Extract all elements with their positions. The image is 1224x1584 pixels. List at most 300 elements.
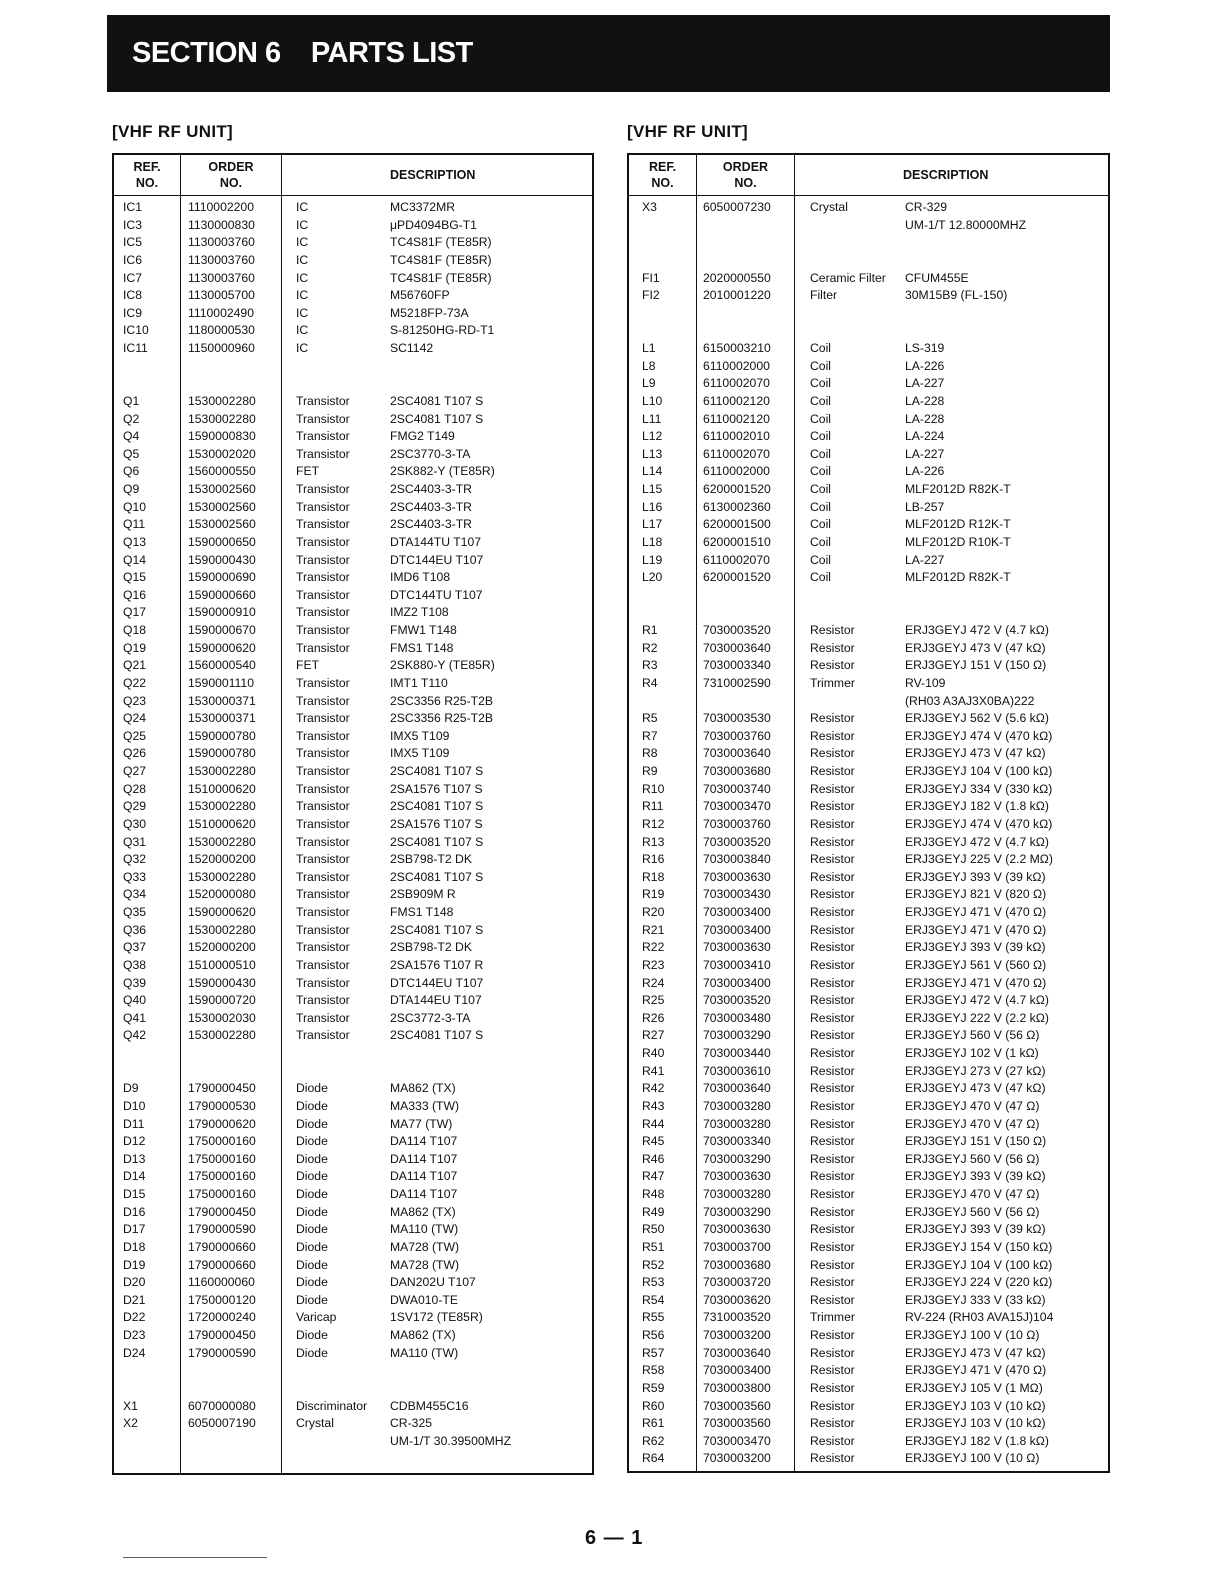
part-type: Resistor — [810, 869, 855, 884]
part-description: LS-319 — [905, 341, 945, 355]
part-description: ERJ3GEYJ 470 V (47 Ω) — [905, 1116, 1040, 1131]
ref-no: R8 — [642, 746, 658, 761]
part-description: LA-228 — [905, 411, 945, 426]
order-no: 1590000720 — [188, 993, 256, 1008]
order-no: 1790000590 — [188, 1222, 256, 1237]
part-description: FMS1 T148 — [390, 640, 454, 655]
part-description: M56760FP — [390, 288, 450, 303]
order-no: 1790000620 — [188, 1116, 256, 1131]
part-description: 2SC4081 T107 S — [390, 764, 484, 778]
order-no: 1590000670 — [188, 623, 256, 637]
ref-no: Q1 — [123, 393, 140, 408]
part-description: RV-109 — [905, 675, 946, 690]
order-no: 1180000530 — [188, 323, 255, 338]
table-row — [629, 1045, 1108, 1063]
ref-no: R40 — [642, 1046, 665, 1060]
table-row — [114, 1327, 592, 1345]
ref-no: Q22 — [123, 675, 147, 690]
table-row — [114, 710, 592, 728]
part-description: 2SB909M R — [390, 887, 456, 902]
part-description: 2SC4403-3-TR — [390, 482, 472, 496]
order-no: 6200001520 — [703, 482, 771, 496]
part-type: Resistor — [810, 852, 855, 867]
part-description: 2SC4403-3-TR — [390, 517, 472, 532]
ref-no: Q9 — [123, 482, 140, 496]
part-type: Transistor — [296, 675, 350, 690]
part-description: ERJ3GEYJ 473 V (47 kΩ) — [905, 640, 1046, 655]
part-type: Transistor — [296, 711, 350, 726]
ref-no: L18 — [642, 534, 663, 549]
part-description: ERJ3GEYJ 182 V (1.8 kΩ) — [905, 1433, 1049, 1448]
order-no: 7030003520 — [703, 993, 771, 1008]
ref-no: Q13 — [123, 534, 147, 549]
table-row — [114, 217, 592, 235]
table-row — [114, 1098, 592, 1116]
order-no-header: ORDER NO. — [722, 160, 769, 190]
table-row — [629, 499, 1108, 517]
order-no: 7030003640 — [703, 1081, 771, 1096]
order-no: 1590001110 — [188, 675, 254, 690]
part-description: 2SC4081 T107 S — [390, 869, 484, 884]
part-description: CR-329 — [905, 200, 947, 214]
table-row — [114, 516, 592, 534]
order-no: 1530002280 — [188, 393, 256, 408]
ref-no: Q40 — [123, 993, 147, 1008]
table-row — [629, 1116, 1108, 1134]
order-no: 1720000240 — [188, 1310, 256, 1325]
ref-no: D10 — [123, 1098, 146, 1113]
order-no: 1530002280 — [188, 869, 256, 884]
ref-no: L13 — [642, 446, 663, 461]
table-row — [629, 393, 1108, 411]
part-type: Coil — [810, 534, 831, 549]
part-description: ERJ3GEYJ 472 V (4.7 kΩ) — [905, 623, 1049, 637]
ref-no: Q32 — [123, 852, 147, 867]
ref-no: R51 — [642, 1239, 665, 1254]
table-row — [629, 481, 1108, 499]
ref-no: L8 — [642, 358, 656, 373]
table-row — [629, 1380, 1108, 1398]
description-header: DESCRIPTION — [390, 168, 476, 182]
part-type: Resistor — [810, 1116, 855, 1131]
table-row — [114, 305, 592, 323]
ref-no: Q16 — [123, 587, 147, 602]
part-description: ERJ3GEYJ 154 V (150 kΩ) — [905, 1239, 1053, 1254]
table-row — [114, 322, 592, 340]
order-no: 7030003520 — [703, 623, 771, 637]
ref-no: Q42 — [123, 1028, 147, 1043]
order-no: 1790000450 — [188, 1081, 256, 1096]
order-no: 7030003610 — [703, 1063, 771, 1078]
order-no: 1110002200 — [188, 200, 254, 214]
order-no: 7030003760 — [703, 728, 771, 743]
part-description: ERJ3GEYJ 393 V (39 kΩ) — [905, 1222, 1046, 1237]
order-no: 7030003400 — [703, 975, 771, 990]
order-no: 1510000620 — [188, 781, 256, 796]
part-description: ERJ3GEYJ 470 V (47 Ω) — [905, 1098, 1040, 1113]
ref-no: Q14 — [123, 552, 147, 567]
table-row — [629, 816, 1108, 834]
order-no: 7030003200 — [703, 1451, 771, 1466]
table-row — [114, 1063, 592, 1081]
table-row — [114, 1027, 592, 1045]
part-description: 1SV172 (TE85R) — [390, 1310, 483, 1325]
part-type: Resistor — [810, 1239, 855, 1254]
part-type: Resistor — [810, 1292, 855, 1307]
order-no: 7030003340 — [703, 1134, 771, 1149]
table-row — [114, 728, 592, 746]
part-type: Transistor — [296, 728, 350, 743]
order-no: 1510000510 — [188, 957, 256, 972]
part-description: ERJ3GEYJ 474 V (470 kΩ) — [905, 728, 1053, 743]
table-row — [629, 992, 1108, 1010]
part-type: Resistor — [810, 1416, 855, 1431]
part-description: MLF2012D R10K-T — [905, 534, 1011, 549]
parts-table-left — [112, 153, 594, 1475]
part-type: Resistor — [810, 1222, 855, 1237]
part-description: ERJ3GEYJ 393 V (39 kΩ) — [905, 869, 1046, 884]
part-description: CFUM455E — [905, 270, 969, 285]
table-row — [629, 693, 1108, 711]
part-description: ERJ3GEYJ 471 V (470 Ω) — [905, 975, 1047, 990]
part-type: Resistor — [810, 1010, 855, 1025]
part-description: MA77 (TW) — [390, 1116, 453, 1131]
table-row — [114, 922, 592, 940]
order-no: 1110002490 — [188, 305, 254, 320]
part-description: LA-228 — [905, 393, 945, 408]
table-row — [629, 287, 1108, 305]
ref-no: R26 — [642, 1010, 665, 1025]
table-row — [629, 1063, 1108, 1081]
table-row — [114, 745, 592, 763]
table-row — [114, 957, 592, 975]
table-row — [114, 411, 592, 429]
ref-no: IC11 — [123, 341, 148, 355]
part-type: Resistor — [810, 1063, 855, 1078]
part-type: Resistor — [810, 940, 855, 955]
part-type: Resistor — [810, 658, 855, 673]
order-no: 6150003210 — [703, 341, 771, 355]
order-no: 7030003640 — [703, 1345, 771, 1360]
part-type: Coil — [810, 393, 831, 408]
order-no: 7030003530 — [703, 711, 771, 726]
order-no: 1520000200 — [188, 852, 256, 867]
table-row — [629, 552, 1108, 570]
part-type: Ceramic Filter — [810, 270, 886, 285]
part-type: IC — [296, 252, 309, 267]
part-type: Coil — [810, 464, 831, 479]
table-row — [629, 957, 1108, 975]
part-type: Transistor — [296, 605, 350, 620]
part-type: Resistor — [810, 711, 855, 726]
part-description: ERJ3GEYJ 104 V (100 kΩ) — [905, 1257, 1053, 1272]
table-row — [114, 552, 592, 570]
part-description: CDBM455C16 — [390, 1398, 469, 1413]
order-no: 7030003290 — [703, 1204, 771, 1219]
table-row — [629, 939, 1108, 957]
table-row — [114, 1010, 592, 1028]
part-type: Transistor — [296, 552, 350, 567]
table-row — [629, 1415, 1108, 1433]
part-type: Coil — [810, 446, 831, 461]
table-row — [114, 1433, 592, 1451]
part-type: Resistor — [810, 1345, 855, 1360]
table-row — [629, 411, 1108, 429]
part-type: Transistor — [296, 852, 350, 867]
ref-no: Q34 — [123, 887, 147, 902]
table-row — [629, 587, 1108, 605]
order-no: 1750000160 — [188, 1134, 256, 1149]
part-type: Resistor — [810, 781, 855, 796]
part-type: Trimmer — [810, 1310, 855, 1325]
table-row — [629, 622, 1108, 640]
part-type: Diode — [296, 1151, 328, 1166]
part-type: Diode — [296, 1081, 328, 1096]
part-type: IC — [296, 270, 309, 285]
part-description: ERJ3GEYJ 473 V (47 kΩ) — [905, 1345, 1046, 1360]
table-row — [114, 904, 592, 922]
ref-no: L1 — [642, 341, 656, 355]
table-row — [629, 1433, 1108, 1451]
table-row — [629, 1098, 1108, 1116]
ref-no: Q39 — [123, 975, 147, 990]
table-row — [114, 199, 592, 217]
ref-no: R55 — [642, 1310, 665, 1325]
order-no: 1590000910 — [188, 605, 256, 620]
part-description: IMX5 T109 — [390, 728, 450, 743]
part-type: Transistor — [296, 623, 350, 637]
part-description: DA114 T107 — [390, 1187, 458, 1201]
order-no: 1790000450 — [188, 1204, 256, 1219]
table-row — [114, 869, 592, 887]
table-row — [114, 886, 592, 904]
ref-no: R49 — [642, 1204, 665, 1219]
part-description: ERJ3GEYJ 224 V (220 kΩ) — [905, 1275, 1053, 1290]
part-description: DA114 T107 — [390, 1169, 458, 1184]
order-no: 7030003760 — [703, 816, 771, 831]
order-no: 1590000690 — [188, 570, 256, 585]
order-no: 1160000060 — [188, 1275, 255, 1290]
part-description: IMX5 T109 — [390, 746, 450, 761]
ref-no-header: REF. NO. — [133, 160, 161, 190]
table-row — [629, 745, 1108, 763]
part-description: DA114 T107 — [390, 1151, 458, 1166]
part-type: Transistor — [296, 957, 350, 972]
ref-no: R21 — [642, 922, 665, 937]
part-description: RV-224 (RH03 AVA15J)104 — [905, 1310, 1054, 1325]
ref-no: R16 — [642, 852, 665, 867]
order-no: 1790000660 — [188, 1239, 256, 1254]
order-no: 7310003520 — [703, 1310, 771, 1325]
part-description: ERJ3GEYJ 104 V (100 kΩ) — [905, 764, 1053, 778]
ref-no: R56 — [642, 1328, 665, 1342]
order-no: 1530002560 — [188, 499, 256, 514]
table-row — [114, 1398, 592, 1416]
part-type: Resistor — [810, 799, 855, 814]
table-row — [629, 305, 1108, 323]
ref-no: R61 — [642, 1416, 665, 1431]
table-row — [114, 851, 592, 869]
part-description: ERJ3GEYJ 182 V (1.8 kΩ) — [905, 799, 1049, 814]
part-description: LA-226 — [905, 464, 945, 479]
part-description: LA-227 — [905, 376, 945, 391]
part-type: Resistor — [810, 1433, 855, 1448]
ref-no: Q19 — [123, 640, 147, 655]
part-type: Resistor — [810, 1328, 855, 1342]
ref-no: Q23 — [123, 693, 147, 708]
order-no: 1750000160 — [188, 1187, 256, 1201]
table-row — [114, 358, 592, 376]
part-description: (RH03 A3AJ3X0BA)222 — [905, 693, 1035, 708]
table-row — [114, 481, 592, 499]
table-row — [629, 270, 1108, 288]
part-type: Resistor — [810, 1081, 855, 1096]
part-type: Transistor — [296, 764, 350, 778]
part-description: ERJ3GEYJ 474 V (470 kΩ) — [905, 816, 1053, 831]
order-no: 7030003480 — [703, 1010, 771, 1025]
table-row — [114, 1186, 592, 1204]
part-description: MA728 (TW) — [390, 1257, 460, 1272]
table-row — [114, 693, 592, 711]
part-description: 2SC4081 T107 S — [390, 411, 484, 426]
table-row — [629, 1151, 1108, 1169]
ref-no: L16 — [642, 499, 663, 514]
ref-no: IC5 — [123, 235, 142, 250]
part-description: ERJ3GEYJ 103 V (10 kΩ) — [905, 1398, 1046, 1413]
table-row — [114, 763, 592, 781]
part-type: Transistor — [296, 1028, 350, 1043]
order-no: 1520000200 — [188, 940, 256, 955]
part-type: Resistor — [810, 1275, 855, 1290]
order-no: 7030003470 — [703, 799, 771, 814]
order-no: 7030003640 — [703, 640, 771, 655]
ref-no: Q11 — [123, 517, 146, 532]
parts-table-right — [627, 153, 1110, 1473]
part-type: IC — [296, 217, 309, 232]
ref-no: R7 — [642, 728, 658, 743]
part-description: ERJ3GEYJ 151 V (150 Ω) — [905, 1134, 1047, 1149]
ref-no: Q21 — [123, 658, 147, 673]
part-type: Transistor — [296, 482, 350, 496]
part-description: 2SA1576 T107 S — [390, 816, 483, 831]
ref-no: Q33 — [123, 869, 147, 884]
part-description: 2SC4081 T107 S — [390, 834, 484, 849]
table-row — [629, 675, 1108, 693]
table-row — [629, 358, 1108, 376]
order-no: 1530002280 — [188, 834, 256, 849]
part-type: Transistor — [296, 429, 350, 444]
part-description: ERJ3GEYJ 472 V (4.7 kΩ) — [905, 993, 1049, 1008]
ref-no: L15 — [642, 482, 663, 496]
order-no: 1590000650 — [188, 534, 256, 549]
ref-no: R48 — [642, 1187, 665, 1201]
part-description: MA333 (TW) — [390, 1098, 460, 1113]
ref-no: Q26 — [123, 746, 147, 761]
part-type: Resistor — [810, 1046, 855, 1060]
part-type: Transistor — [296, 834, 350, 849]
part-description: ERJ3GEYJ 560 V (56 Ω) — [905, 1151, 1040, 1166]
part-type: FET — [296, 464, 320, 479]
order-no: 7030003560 — [703, 1416, 771, 1431]
ref-no: Q18 — [123, 623, 147, 637]
ref-no: R12 — [642, 816, 665, 831]
ref-no: R45 — [642, 1134, 665, 1149]
ref-no: R54 — [642, 1292, 665, 1307]
ref-no: R41 — [642, 1063, 665, 1078]
table-row — [629, 1309, 1108, 1327]
order-no: 1590000830 — [188, 429, 256, 444]
table-row — [114, 1309, 592, 1327]
ref-no: Q24 — [123, 711, 147, 726]
part-description: SC1142 — [390, 341, 434, 355]
table-row — [629, 1362, 1108, 1380]
part-description: 2SC4081 T107 S — [390, 922, 484, 937]
part-type: Transistor — [296, 940, 350, 955]
part-type: Transistor — [296, 975, 350, 990]
part-type: Resistor — [810, 640, 855, 655]
order-no: 1590000660 — [188, 587, 256, 602]
part-type: Varicap — [296, 1310, 337, 1325]
ref-no: R44 — [642, 1116, 665, 1131]
order-no: 6200001510 — [703, 534, 771, 549]
part-type: Transistor — [296, 517, 350, 532]
part-type: IC — [296, 305, 309, 320]
order-no: 1530002030 — [188, 1010, 256, 1025]
table-row — [114, 1221, 592, 1239]
order-no: 6110002000 — [703, 358, 770, 373]
order-no: 1560000540 — [188, 658, 256, 673]
order-no: 7030003630 — [703, 1222, 771, 1237]
order-no: 1560000550 — [188, 464, 256, 479]
table-row — [114, 798, 592, 816]
part-type: Resistor — [810, 1098, 855, 1113]
order-no: 7030003280 — [703, 1187, 771, 1201]
ref-no: Q5 — [123, 446, 140, 461]
parts-rows — [114, 199, 592, 1450]
part-type: Transistor — [296, 411, 350, 426]
table-row — [629, 1133, 1108, 1151]
table-row — [114, 675, 592, 693]
part-description: ERJ3GEYJ 105 V (1 MΩ) — [905, 1380, 1043, 1395]
table-row — [114, 393, 592, 411]
table-row — [629, 1274, 1108, 1292]
order-no: 1530000371 — [188, 693, 256, 708]
order-no: 1590000430 — [188, 975, 256, 990]
ref-no: R24 — [642, 975, 665, 990]
part-type: Resistor — [810, 1257, 855, 1272]
ref-no: R13 — [642, 834, 665, 849]
part-description: 2SC3770-3-TA — [390, 446, 471, 461]
part-type: Transistor — [296, 781, 350, 796]
part-type: Transistor — [296, 534, 350, 549]
part-type: Diode — [296, 1116, 328, 1131]
order-no: 1130003760 — [188, 252, 255, 267]
part-description: DTA144EU T107 — [390, 993, 482, 1008]
part-type: Resistor — [810, 957, 855, 972]
ref-no: R46 — [642, 1151, 665, 1166]
table-row — [114, 446, 592, 464]
part-description: MC3372MR — [390, 200, 456, 214]
part-description: 2SC3772-3-TA — [390, 1010, 471, 1025]
part-type: Coil — [810, 499, 831, 514]
ref-no: IC6 — [123, 252, 142, 267]
part-description: TC4S81F (TE85R) — [390, 252, 492, 267]
section-banner — [107, 15, 1110, 92]
ref-no: D13 — [123, 1151, 146, 1166]
order-no: 7030003620 — [703, 1292, 771, 1307]
table-row — [114, 657, 592, 675]
ref-no: R3 — [642, 658, 658, 673]
